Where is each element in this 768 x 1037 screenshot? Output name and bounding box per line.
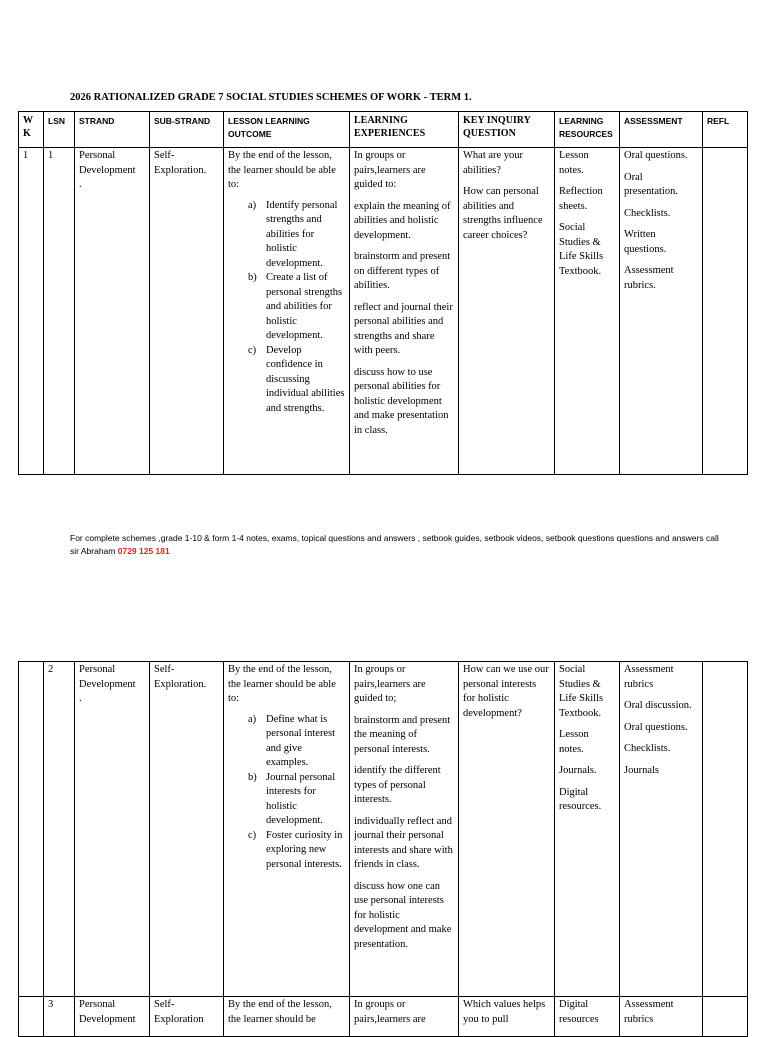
paragraph: Lesson notes.	[559, 150, 589, 176]
cell-inquiry	[459, 662, 555, 997]
list-text: Identify personal strengths and abilities for holistic development.	[266, 199, 338, 269]
cell-lsn: 2	[44, 662, 75, 997]
paragraph: Assessment rubrics	[624, 664, 674, 690]
cell-sub-strand: Self-Exploration	[150, 997, 224, 1037]
cell-inquiry	[459, 148, 555, 475]
paragraph: In groups or pairs,learners are guided to;	[354, 664, 426, 704]
paragraph: Oral discussion.	[624, 700, 692, 711]
paragraph: Checklists.	[624, 743, 671, 754]
paragraph: Oral questions.	[624, 150, 688, 161]
paragraph: individually reflect and journal their personal interests and share with friends in class.	[354, 815, 453, 870]
list-item	[248, 199, 346, 272]
paragraph: Social Studies & Life Skills Textbook.	[559, 664, 604, 719]
list-marker: b)	[248, 771, 257, 783]
paragraph: reflect and journal their personal abilities and strengths and share with peers.	[354, 301, 453, 356]
list-marker: c)	[248, 344, 257, 356]
paragraph: identify the different types of personal interests.	[354, 765, 441, 805]
paragraph: Oral presentation.	[624, 171, 678, 197]
paragraph: Journals.	[559, 765, 597, 776]
paragraph: discuss how one can use personal interests for holistic development and make presentation.	[354, 880, 452, 950]
cell-wk	[19, 997, 44, 1037]
list-item	[248, 344, 346, 417]
outcome-list	[228, 713, 346, 873]
strand-text: Personal Development	[79, 664, 136, 690]
cell-experiences	[350, 148, 459, 475]
paragraph: Lesson notes.	[559, 729, 589, 755]
paragraph: discuss how to use personal abilities for holistic development and make presentation in class.	[354, 366, 449, 436]
header-sub-strand: SUB-STRAND	[150, 112, 224, 148]
footer-text: For complete schemes ,grade 1-10 & form 1-4 notes, exams, topical questions and answers , setbook guides, setbook videos, setbook questions questions and answers call sir Abraham	[70, 533, 719, 556]
header-strand: STRAND	[75, 112, 150, 148]
paragraph: Reflection sheets.	[559, 186, 603, 212]
cell-resources	[555, 148, 620, 475]
paragraph: Oral questions.	[624, 721, 688, 733]
cell-strand: Personal Development	[75, 997, 150, 1037]
paragraph: brainstorm and present on different types of abilities.	[354, 251, 451, 291]
strand-dot: .	[79, 693, 82, 704]
list-text: Develop confidence in discussing individual abilities and strengths.	[266, 344, 345, 414]
outcome-list	[228, 199, 346, 417]
cell-refl	[703, 997, 748, 1037]
cell-experiences	[350, 662, 459, 997]
cell-assessment	[620, 148, 703, 475]
cell-strand	[75, 148, 150, 475]
cell-assessment	[620, 662, 703, 997]
header-resources: LEARNING RESOURCES	[555, 112, 620, 148]
list-item	[248, 771, 346, 829]
list-text: Define what is personal interest and give examples.	[266, 713, 336, 768]
list-text: Journal personal interests for holistic development.	[266, 771, 336, 826]
cell-refl	[703, 662, 748, 997]
strand-text: Personal Development	[79, 150, 136, 176]
cell-sub-strand: Self-Exploration.	[150, 148, 224, 475]
cell-resources: Digital resources	[555, 997, 620, 1037]
cell-experiences: In groups or pairs,learners are	[350, 997, 459, 1037]
cell-inquiry: Which values helps you to pull	[459, 997, 555, 1037]
scheme-table-2	[18, 661, 748, 1037]
header-outcome: LESSON LEARNING OUTCOME	[224, 112, 350, 148]
paragraph: What are your abilities?	[463, 150, 524, 176]
table-header-row	[19, 112, 748, 148]
scheme-table-1	[18, 111, 748, 475]
cell-strand	[75, 662, 150, 997]
paragraph: Journals	[624, 764, 659, 776]
cell-resources	[555, 662, 620, 997]
strand-dot: .	[79, 179, 82, 190]
cell-outcome	[224, 662, 350, 997]
paragraph: Social Studies & Life Skills Textbook.	[559, 222, 604, 277]
paragraph: How can personal abilities and strengths influence career choices?	[463, 186, 543, 241]
cell-wk	[19, 662, 44, 997]
header-inquiry: KEY INQUIRY QUESTION	[459, 112, 555, 148]
paragraph: How can we use our personal interests for holistic development?	[463, 664, 549, 719]
paragraph: Assessment rubrics.	[624, 265, 674, 291]
header-assessment: ASSESSMENT	[620, 112, 703, 148]
cell-lsn: 1	[44, 148, 75, 475]
paragraph: Checklists.	[624, 207, 671, 219]
header-lsn: LSN	[44, 112, 75, 148]
paragraph: explain the meaning of abilities and holistic development.	[354, 200, 451, 241]
outcome-intro: By the end of the lesson, the learner should be able to:	[228, 150, 336, 190]
list-marker: b)	[248, 272, 257, 283]
document-title: 2026 RATIONALIZED GRADE 7 SOCIAL STUDIES SCHEMES OF WORK - TERM 1.	[70, 92, 472, 103]
cell-sub-strand: Self-Exploration.	[150, 662, 224, 997]
cell-outcome: By the end of the lesson, the learner should be	[224, 997, 350, 1037]
footer-phone: 0729 125 181	[117, 545, 170, 556]
paragraph: Written questions.	[624, 229, 667, 255]
cell-refl	[703, 148, 748, 475]
table-row	[19, 662, 748, 997]
cell-outcome	[224, 148, 350, 475]
cell-assessment: Assessment rubrics	[620, 997, 703, 1037]
outcome-intro: By the end of the lesson, the learner should be able to:	[228, 664, 336, 704]
list-text: Create a list of personal strengths and abilities for holistic development.	[266, 272, 343, 341]
list-item	[248, 271, 346, 344]
header-experiences: LEARNING EXPERIENCES	[350, 112, 459, 148]
paragraph: In groups or pairs,learners are guided to:	[354, 150, 426, 190]
list-marker: a)	[248, 713, 257, 725]
header-refl: REFL	[703, 112, 748, 148]
table-row	[19, 997, 748, 1037]
promo-footer	[70, 532, 720, 557]
list-marker: c)	[248, 829, 257, 841]
list-marker: a)	[248, 199, 257, 211]
list-text: Foster curiosity in exploring new personal interests.	[266, 829, 343, 870]
list-item	[248, 829, 346, 873]
paragraph: Digital resources.	[559, 786, 602, 812]
header-wk: W K	[19, 112, 44, 148]
list-item	[248, 713, 346, 771]
cell-lsn: 3	[44, 997, 75, 1037]
table-row	[19, 148, 748, 475]
cell-wk: 1	[19, 148, 44, 475]
paragraph: brainstorm and present the meaning of personal interests.	[354, 714, 451, 755]
